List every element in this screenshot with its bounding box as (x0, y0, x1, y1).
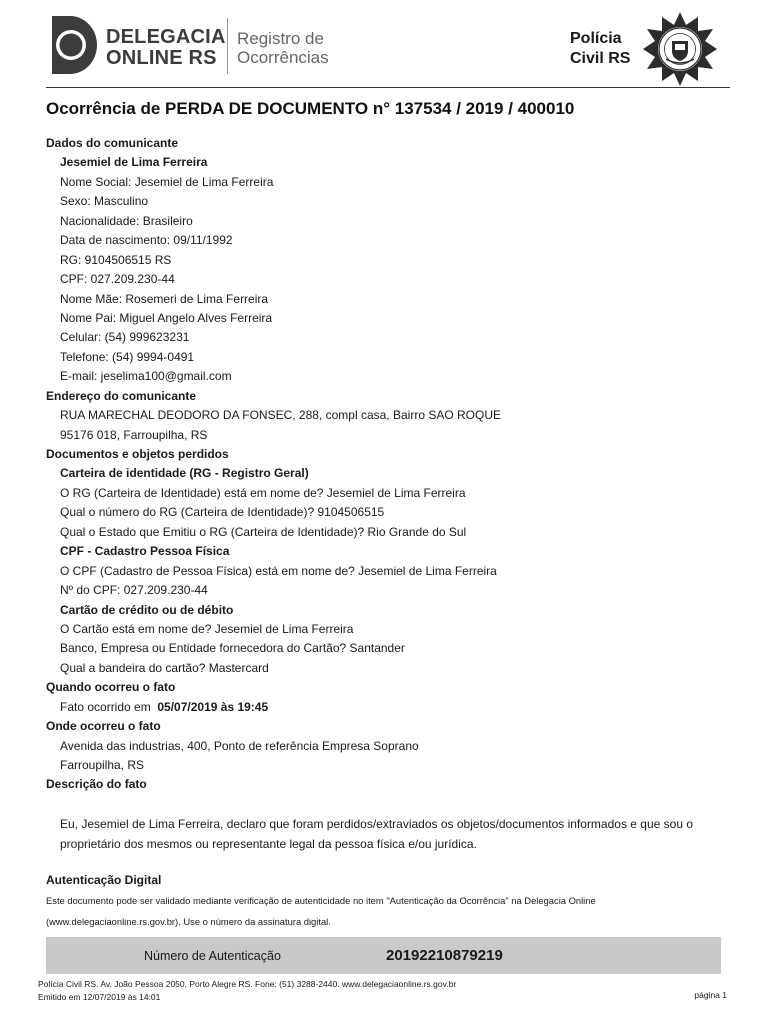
fato-data-value: 05/07/2019 às 19:45 (157, 699, 269, 714)
cartao-detail: Banco, Empresa ou Entidade fornecedora do Cartão? Santander (60, 641, 405, 656)
field-email: E-mail: jeselima100@gmail.com (60, 369, 232, 384)
descricao-text: Eu, Jesemiel de Lima Ferreira, declaro que foram perdidos/extraviados os objetos/documentos informados e que sou o proprietário dos mesmos ou representante legal da pessoa física e/ou jurídica. (60, 817, 694, 851)
comunicante-name: Jesemiel de Lima Ferreira (60, 155, 208, 170)
footer (38, 978, 456, 1003)
field-rg: RG: 9104506515 RS (60, 252, 172, 267)
brand-sub-line2: Ocorrências (237, 48, 329, 67)
fato-data-label: Fato ocorrido em (60, 699, 158, 714)
brand-line1: DELEGACIA (106, 26, 226, 48)
rg-detail: O RG (Carteira de Identidade) está em nome de? Jesemiel de Lima Ferreira (60, 485, 466, 500)
footer-emitted: Emitido em 12/07/2019 às 14:01 (38, 991, 161, 1002)
field-nome-social: Nome Social: Jesemiel de Lima Ferreira (60, 174, 274, 189)
authentication-label: Número de Autenticação (144, 949, 281, 963)
document-body (46, 134, 730, 795)
section-heading-onde: Onde ocorreu o fato (46, 719, 161, 734)
field-telefone: Telefone: (54) 9994-0491 (60, 349, 195, 364)
field-sexo: Sexo: Masculino (60, 194, 149, 209)
brand-sub-line1: Registro de (237, 29, 324, 48)
local-line1: Avenida das industrias, 400, Ponto de referência Empresa Soprano (60, 738, 419, 753)
fato-data (46, 698, 730, 717)
header-divider (46, 87, 730, 88)
field-celular: Celular: (54) 999623231 (60, 330, 190, 345)
authentication-box (46, 937, 721, 974)
endereco-line2: 95176 018, Farroupilha, RS (60, 427, 208, 442)
document-header (0, 0, 768, 88)
rg-detail: Qual o Estado que Emitiu o RG (Carteira de Identidade)? Rio Grande do Sul (60, 524, 467, 539)
field-nome-pai: Nome Pai: Miguel Angelo Alves Ferreira (60, 310, 273, 325)
footer-address: Polícia Civil RS. Av. João Pessoa 2050, Porto Alegre RS. Fone: (51) 3288-2440. www.delegaciaonline.rs.gov.br (38, 979, 457, 989)
section-heading-comunicante: Dados do comunicante (46, 136, 179, 150)
brand-line2: ONLINE RS (106, 47, 217, 69)
policia-civil-label (570, 29, 630, 69)
autenticacao-text: Este documento pode ser validado mediante verificação de autenticidade no item "Autenticação da Ocorrência" na Delegacia Online (www.delegaciaonline.rs.gov.br). Use o número da assinatura digital. (46, 895, 596, 927)
field-data-nascimento: Data de nascimento: 09/11/1992 (60, 233, 233, 248)
section-heading-documentos: Documentos e objetos perdidos (46, 447, 229, 461)
section-heading-descricao: Descrição do fato (46, 777, 147, 792)
field-nacionalidade: Nacionalidade: Brasileiro (60, 213, 193, 228)
policia-civil-seal-icon (642, 11, 718, 87)
delegacia-online-logo-icon (52, 16, 98, 74)
authentication-number: 20192210879219 (386, 947, 503, 964)
field-cpf: CPF: 027.209.230-44 (60, 272, 175, 287)
cartao-detail: O Cartão está em nome de? Jesemiel de Lima Ferreira (60, 621, 354, 636)
field-nome-mae: Nome Mãe: Rosemeri de Lima Ferreira (60, 291, 269, 306)
subsection-heading-rg: Carteira de identidade (RG - Registro Geral) (60, 466, 309, 481)
autenticacao-heading: Autenticação Digital (46, 873, 162, 887)
brand-name (106, 27, 226, 69)
subsection-heading-cpf: CPF - Cadastro Pessoa Física (60, 544, 230, 559)
page-number: página 1 (694, 990, 727, 1000)
policia-line2: Civil RS (570, 50, 631, 67)
brand-divider (227, 18, 228, 74)
cpf-detail: Nº do CPF: 027.209.230-44 (60, 583, 208, 598)
section-heading-endereco: Endereço do comunicante (46, 388, 197, 403)
cartao-detail: Qual a bandeira do cartão? Mastercard (60, 660, 269, 675)
subsection-heading-cartao: Cartão de crédito ou de débito (60, 602, 234, 617)
rg-detail: Qual o número do RG (Carteira de Identidade)? 9104506515 (60, 505, 385, 520)
brand-subtitle (237, 29, 329, 67)
endereco-line1: RUA MARECHAL DEODORO DA FONSEC, 288, compl casa, Bairro SAO ROQUE (60, 408, 501, 423)
policia-line1: Polícia (570, 30, 622, 47)
page-title: Ocorrência de PERDA DE DOCUMENTO n° 137534 / 2019 / 400010 (46, 99, 575, 118)
section-heading-quando: Quando ocorreu o fato (46, 680, 176, 695)
local-line2: Farroupilha, RS (60, 758, 145, 772)
cpf-detail: O CPF (Cadastro de Pessoa Física) está em nome de? Jesemiel de Lima Ferreira (60, 563, 497, 578)
